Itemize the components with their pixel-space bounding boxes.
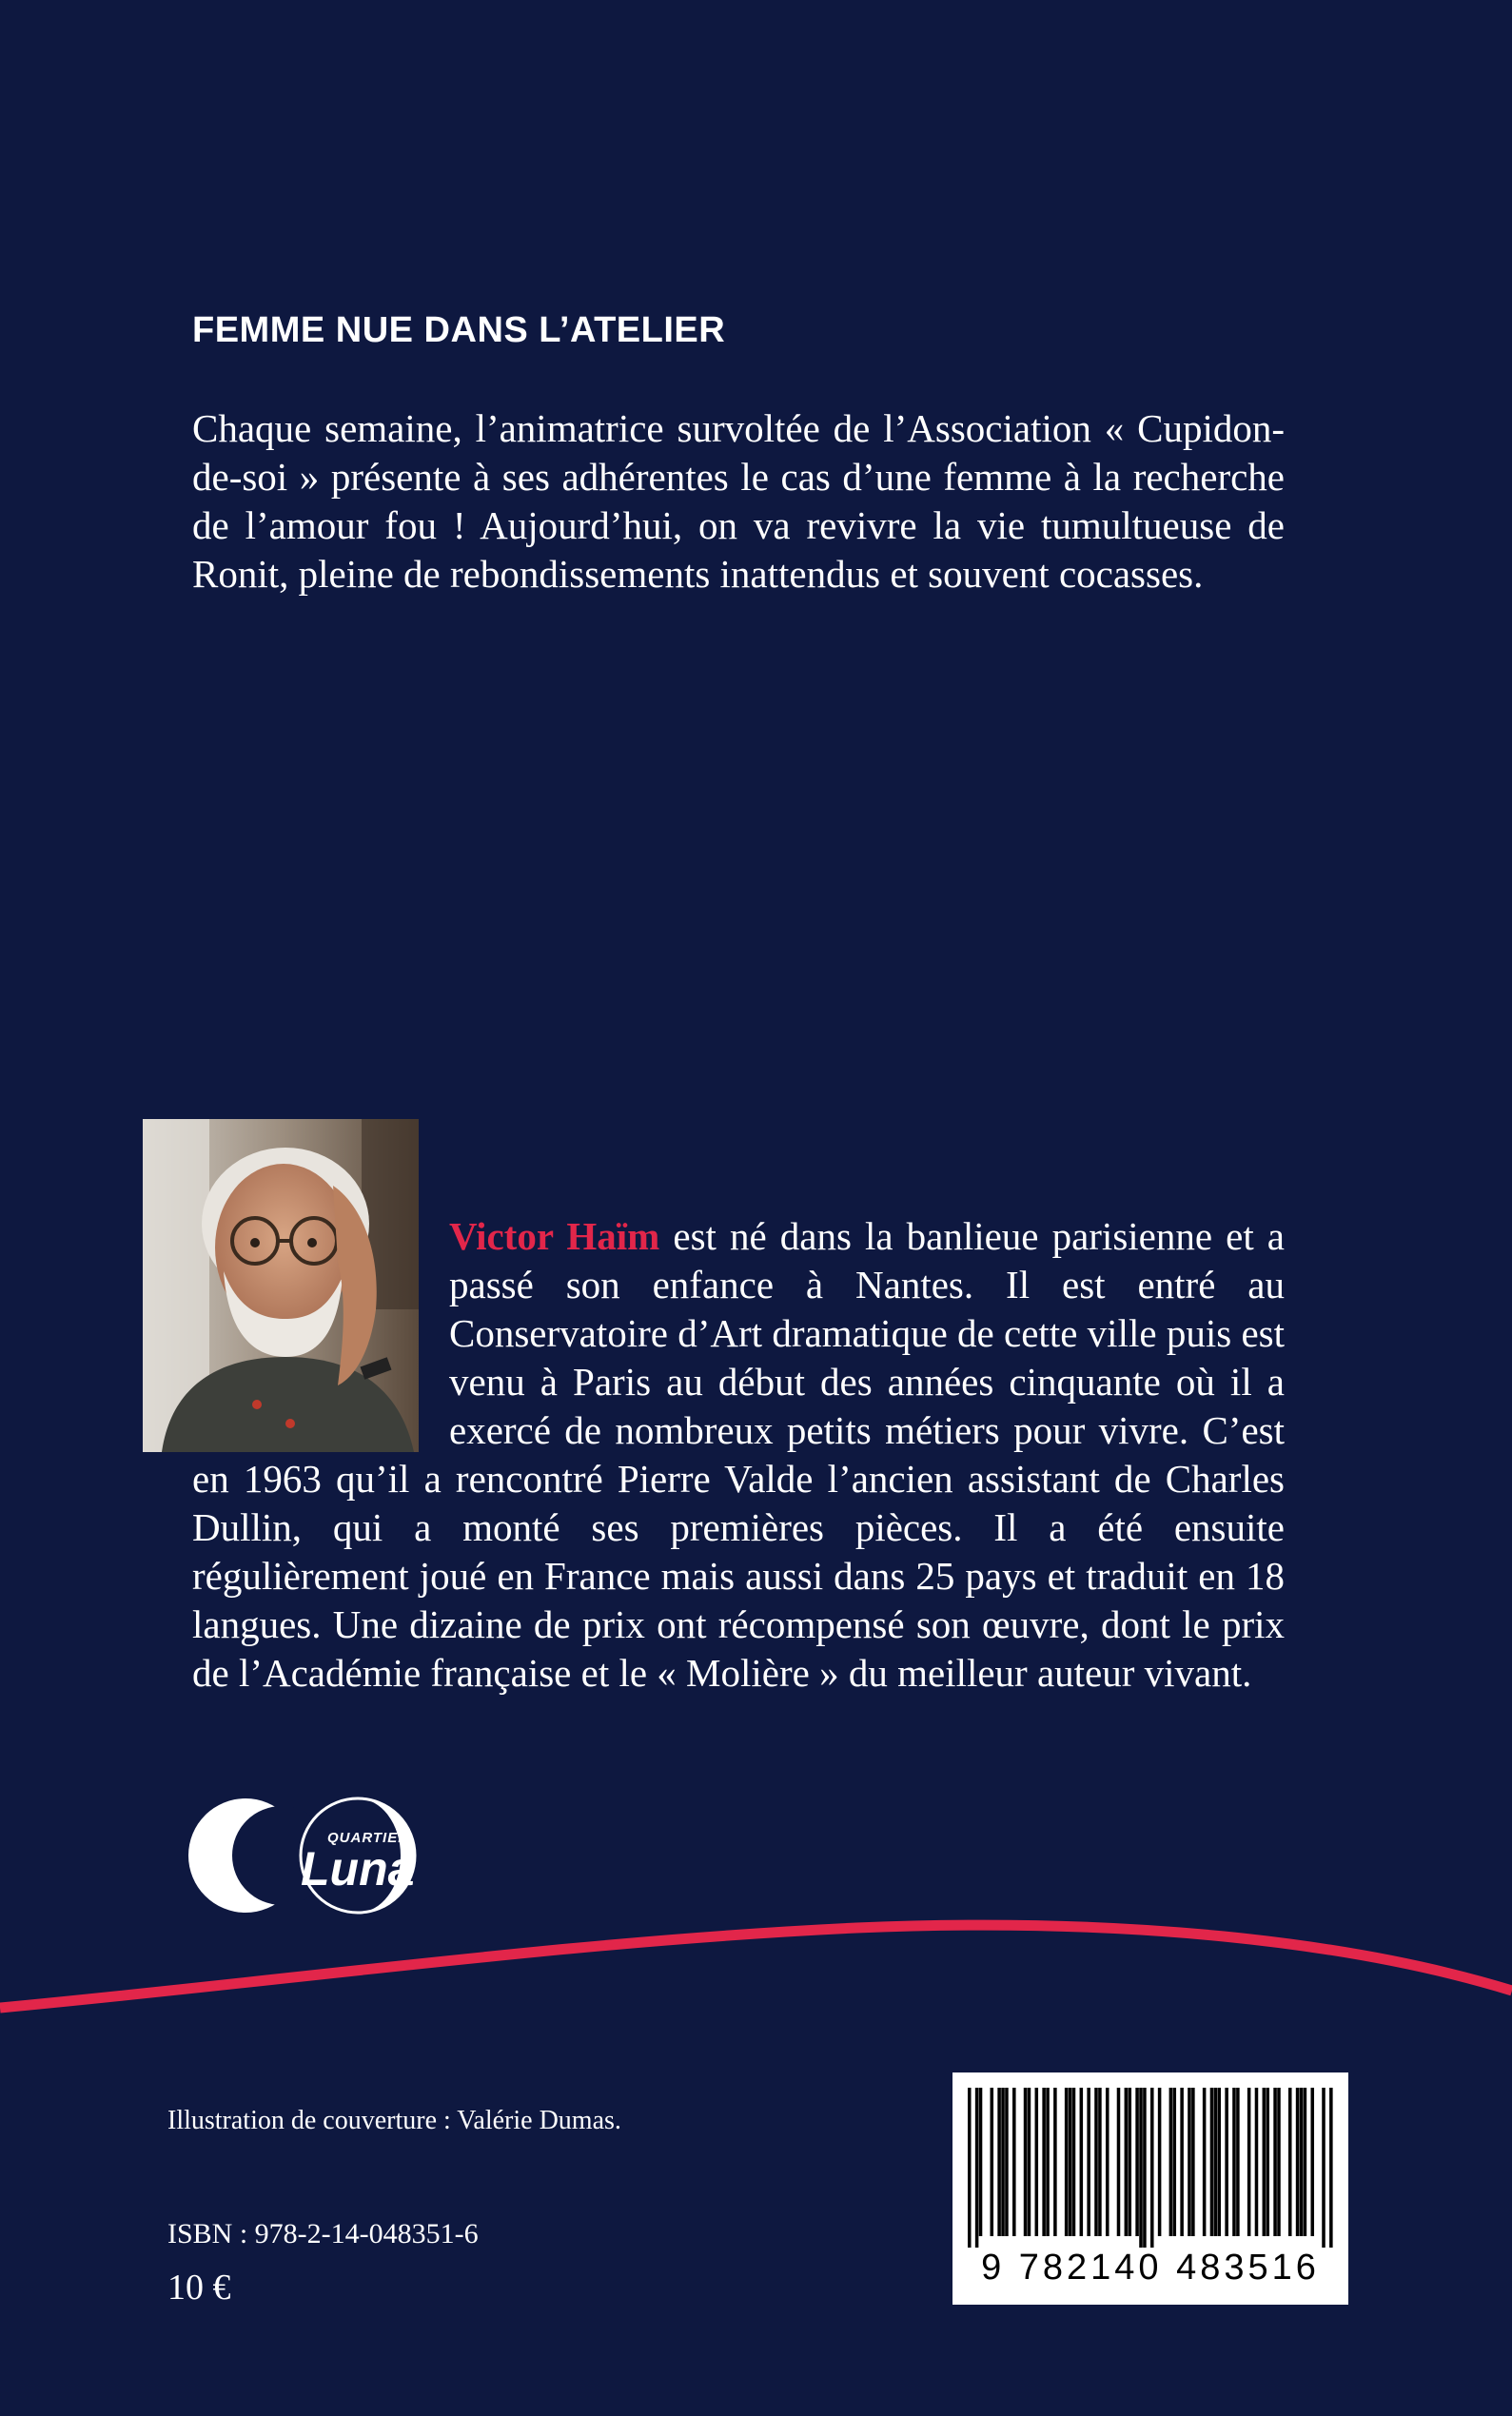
photo-spacer (192, 1212, 449, 1454)
barcode-bar (1322, 2088, 1325, 2248)
barcode-bar (1266, 2088, 1269, 2236)
barcode-bar (1094, 2088, 1098, 2236)
barcode-bar (1188, 2088, 1191, 2236)
publisher-logo (187, 1794, 472, 1917)
barcode-bar (1191, 2088, 1195, 2236)
barcode-bar (1053, 2088, 1057, 2236)
cover-credit: Illustration de couverture : Valérie Dumas. (167, 2106, 621, 2135)
barcode-number: 9 782140 483516 (981, 2248, 1320, 2288)
red-swoosh (0, 1903, 1512, 2036)
barcode-bar (1173, 2088, 1177, 2236)
barcode-bar (1210, 2088, 1214, 2236)
barcode-bar (979, 2088, 983, 2236)
barcode-bar (1012, 2088, 1016, 2236)
barcode-bar (1288, 2088, 1292, 2236)
barcode-bar (1304, 2088, 1307, 2236)
barcode (952, 2072, 1348, 2305)
isbn: ISBN : 978-2-14-048351-6 (167, 2218, 479, 2249)
barcode-bar (1005, 2088, 1009, 2236)
barcode-bar (1329, 2088, 1333, 2248)
barcode-bar (1128, 2088, 1131, 2236)
logo-main-text: Luna (301, 1842, 415, 1895)
barcode-bar (1150, 2088, 1154, 2248)
barcode-bar (1169, 2088, 1173, 2236)
barcode-bar (1263, 2088, 1267, 2236)
author-bio-text: est né dans la banlieue parisienne et a passé son enfance à Nantes. Il est entré au Conservatoire d’Art dramatique de cette ville puis est venu à Paris au début des années cinquante où il a exercé de nombreux petits métiers pour vivre. C’est en 1963 qu’il a rencontré Pierre Valde l’ancien assistant de Charles Dullin, qui a monté ses premières pièces. Il a été ensuite régulièrement joué en France mais aussi dans 25 pays et traduit en 18 langues. Une dizaine de prix ont récompensé son œuvre, dont le prix de l’Académie française et le « Molière » du meilleur auteur vivant. (192, 1214, 1285, 1695)
barcode-bar (1098, 2088, 1102, 2236)
book-title: FEMME NUE DANS L’ATELIER (192, 310, 726, 350)
barcode-bar (1218, 2088, 1222, 2236)
barcode-bars (968, 2088, 1333, 2248)
barcode-bar (1087, 2088, 1090, 2236)
barcode-bar (1236, 2088, 1240, 2236)
barcode-bar (1046, 2088, 1050, 2236)
barcode-bar (1232, 2088, 1236, 2236)
barcode-bar (997, 2088, 1001, 2236)
barcode-bar (1203, 2088, 1207, 2236)
barcode-bar (1214, 2088, 1218, 2236)
barcode-bar (1225, 2088, 1228, 2236)
barcode-bar (1042, 2088, 1046, 2236)
barcode-bar (1247, 2088, 1251, 2236)
barcode-bar (1106, 2088, 1109, 2236)
barcode-bar (1001, 2088, 1005, 2236)
barcode-bar (1028, 2088, 1031, 2236)
barcode-bar (1035, 2088, 1039, 2236)
barcode-bar (1255, 2088, 1259, 2236)
author-name: Victor Haïm (449, 1214, 660, 1258)
price: 10 € (167, 2268, 231, 2308)
barcode-bar (1300, 2088, 1304, 2236)
barcode-bar (1117, 2088, 1121, 2236)
barcode-bar (1296, 2088, 1300, 2236)
barcode-bar (1143, 2088, 1147, 2248)
barcode-bar (1125, 2088, 1129, 2236)
barcode-bar (991, 2088, 994, 2236)
barcode-bar (1080, 2088, 1084, 2236)
barcode-bar (1277, 2088, 1281, 2236)
barcode-bar (1069, 2088, 1072, 2236)
barcode-bar (1273, 2088, 1277, 2236)
barcode-bar (1065, 2088, 1069, 2236)
logo-top-text: QUARTIER (327, 1830, 410, 1846)
author-bio (192, 1212, 1285, 1698)
barcode-bar (1135, 2088, 1139, 2236)
barcode-bar (968, 2088, 972, 2248)
synopsis: Chaque semaine, l’animatrice survoltée de l’Association « Cupidon-de-soi » présente à ses adhérentes le cas d’une femme à la recherche de l’amour fou ! Aujourd’hui, on va revivre la vie tumultueuse de Ronit, pleine de rebondissements inattendus et souvent cocasses. (192, 406, 1285, 596)
barcode-bar (1310, 2088, 1314, 2236)
barcode-bar (1158, 2088, 1162, 2236)
barcode-bar (1024, 2088, 1028, 2236)
barcode-bar (1139, 2088, 1143, 2248)
barcode-bar (1180, 2088, 1184, 2236)
barcode-bar (975, 2088, 979, 2248)
barcode-bar (1072, 2088, 1076, 2236)
